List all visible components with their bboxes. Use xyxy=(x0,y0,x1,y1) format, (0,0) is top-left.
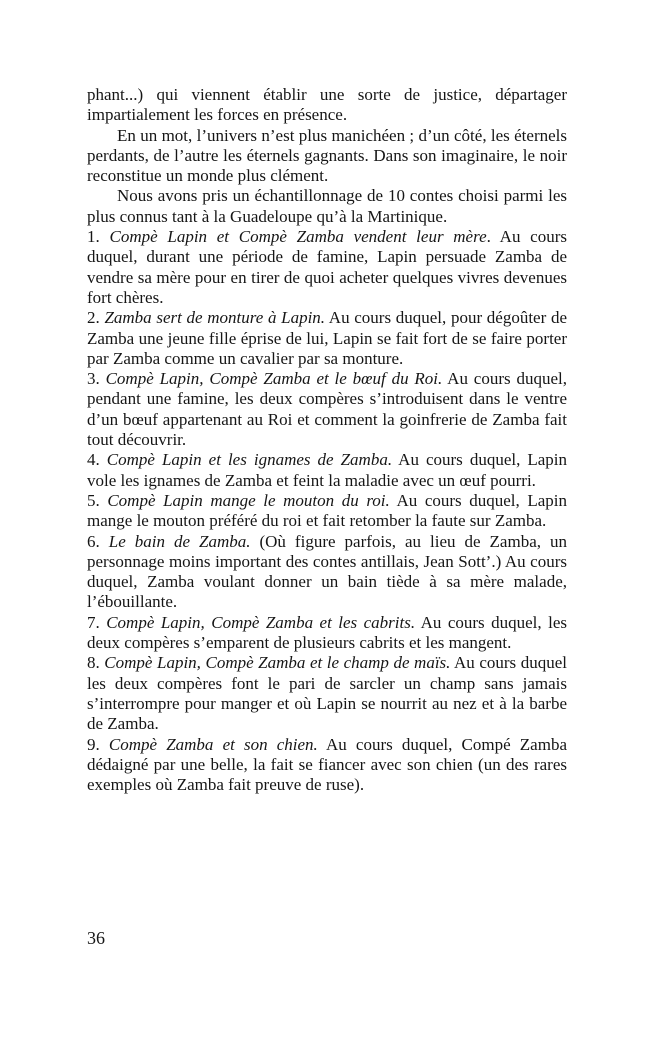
item-number: 1. xyxy=(87,227,100,247)
item-description: Au cours duquel, Lapin vole les ignames de Zamba et feint la maladie avec un œuf pourri. xyxy=(87,450,568,490)
paragraph-sample: Nous avons pris un échantillonnage de 10 contes choisi parmi les plus connus tant à la Guadeloupe qu’à la Martinique. xyxy=(87,186,567,226)
item-description: Au cours duquel, les deux compères s’emparent de plusieurs cabrits et les mangent. xyxy=(87,612,567,653)
item-description: . Au cours duquel, durant une période de famine, Lapin persuade Zamba de vendre sa mère pour en tirer de quoi acheter quelques vivres devenues fort chères. xyxy=(87,227,567,307)
list-item xyxy=(87,613,567,654)
list-item xyxy=(87,491,567,532)
item-title: Compè Zamba et son chien. xyxy=(108,734,318,754)
item-description: Au cours duquel, Compé Zamba dédaigné par une belle, la fait se fiancer avec son chien (un des rares exemples où Zamba fait preuve de ruse). xyxy=(87,734,567,795)
item-number: 8. xyxy=(87,653,100,673)
list-item xyxy=(87,532,567,613)
list-item xyxy=(87,450,567,491)
item-title: Compè Lapin et les ignames de Zamba. xyxy=(106,450,393,470)
list-item xyxy=(87,308,567,369)
paragraph-continuation: phant...) qui viennent établir une sorte de justice, départager impartialement les forces en présence. xyxy=(87,85,567,125)
page-number: 36 xyxy=(87,928,105,948)
list-item xyxy=(87,369,567,450)
item-title: Compè Lapin et Compè Zamba vendent leur mère xyxy=(109,227,487,247)
item-title: Le bain de Zamba. xyxy=(108,531,251,551)
book-page xyxy=(87,85,567,795)
item-description: (Où figure parfois, au lieu de Zamba, un personnage moins important des contes antillais, Jean Sott’.) Au cours duquel, Zamba voulant donner un bain tiède à sa mère malade, l’ébouillante. xyxy=(87,531,567,612)
item-description: Au cours duquel, Lapin mange le mouton préféré du roi et fait retomber la faute sur Zamba. xyxy=(87,490,567,531)
item-description: Au cours duquel les deux compères font le pari de sarcler un champ sans jamais s’interrompre pour manger et où Lapin se nourrit au nez et à la barbe de Zamba. xyxy=(87,653,567,734)
item-number: 6. xyxy=(87,531,100,551)
item-title: Compè Lapin, Compè Zamba et le champ de maïs. xyxy=(104,653,451,673)
item-description: Au cours duquel, pour dégoûter de Zamba une jeune fille éprise de lui, Lapin se fait fort de se faire porter par Zamba comme un cavalier par sa monture. xyxy=(87,308,567,368)
item-number: 2. xyxy=(87,308,100,328)
item-number: 4. xyxy=(87,450,100,470)
list-item xyxy=(87,735,567,796)
item-title: Compè Lapin, Compè Zamba et le bœuf du Roi. xyxy=(105,369,443,389)
item-description: Au cours duquel, pendant une famine, les deux compères s’introduisent dans le ventre d’un bœuf appartenant au Roi et comment la goinfrerie de Zamba fait tout découvrir. xyxy=(87,369,567,450)
item-number: 9. xyxy=(87,734,100,754)
item-title: Compè Lapin mange le mouton du roi. xyxy=(107,490,390,510)
paragraph-universe: En un mot, l’univers n’est plus manichéen ; d’un côté, les éternels perdants, de l’autre les éternels gagnants. Dans son imaginaire, le noir reconstitue un monde plus clément. xyxy=(87,125,567,186)
item-number: 5. xyxy=(87,490,100,510)
item-number: 3. xyxy=(87,369,100,389)
item-title: Zamba sert de monture à Lapin. xyxy=(104,308,326,328)
item-number: 7. xyxy=(87,612,100,632)
item-title: Compè Lapin, Compè Zamba et les cabrits. xyxy=(106,612,416,632)
list-item xyxy=(87,227,567,308)
list-item xyxy=(87,653,567,734)
